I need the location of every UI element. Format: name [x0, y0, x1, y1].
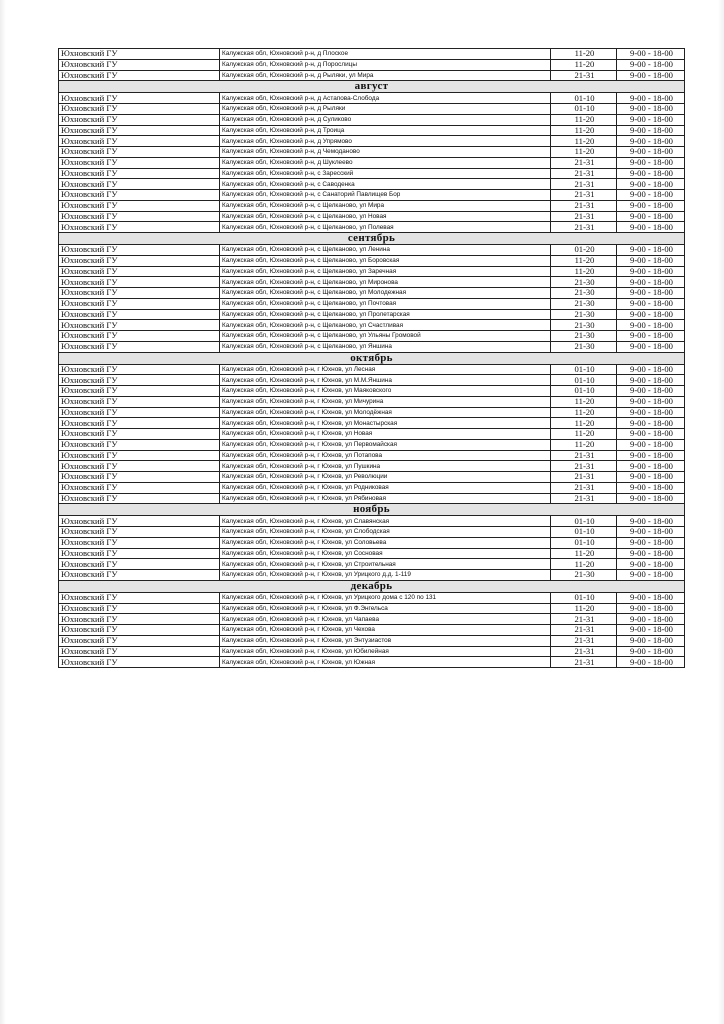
- table-row: [59, 49, 685, 60]
- address-cell: Калужская обл, Юхновский р-н, г Юхнов, ул Чапаева: [220, 614, 551, 625]
- hours-cell: 9-00 - 18-00: [617, 93, 685, 104]
- address-cell: Калужская обл, Юхновский р-н, д Рыляки, ул Мира: [220, 70, 551, 81]
- hours-cell: 9-00 - 18-00: [617, 429, 685, 440]
- days-cell: 11-20: [551, 125, 617, 136]
- table-row: [59, 59, 685, 70]
- days-cell: 21-31: [551, 625, 617, 636]
- org-cell: Юхновский ГУ: [59, 288, 220, 299]
- address-cell: Калужская обл, Юхновский р-н, д Троица: [220, 125, 551, 136]
- days-cell: 01-10: [551, 375, 617, 386]
- table-row: [59, 635, 685, 646]
- month-header: октябрь: [59, 352, 685, 364]
- table-row: [59, 104, 685, 115]
- address-cell: Калужская обл, Юхновский р-н, с Щелканово, ул Новая: [220, 211, 551, 222]
- days-cell: 21-31: [551, 635, 617, 646]
- days-cell: 21-31: [551, 461, 617, 472]
- days-cell: 01-10: [551, 364, 617, 375]
- table-row: [59, 657, 685, 668]
- org-cell: Юхновский ГУ: [59, 136, 220, 147]
- days-cell: 01-10: [551, 93, 617, 104]
- address-cell: Калужская обл, Юхновский р-н, д Шуклеево: [220, 157, 551, 168]
- days-cell: 11-20: [551, 255, 617, 266]
- hours-cell: 9-00 - 18-00: [617, 407, 685, 418]
- org-cell: Юхновский ГУ: [59, 364, 220, 375]
- address-cell: Калужская обл, Юхновский р-н, г Юхнов, ул Южная: [220, 657, 551, 668]
- table-row: [59, 341, 685, 352]
- table-row: [59, 450, 685, 461]
- hours-cell: 9-00 - 18-00: [617, 255, 685, 266]
- address-cell: Калужская обл, Юхновский р-н, г Юхнов, ул Лесная: [220, 364, 551, 375]
- days-cell: 11-20: [551, 396, 617, 407]
- hours-cell: 9-00 - 18-00: [617, 364, 685, 375]
- hours-cell: 9-00 - 18-00: [617, 70, 685, 81]
- days-cell: 11-20: [551, 114, 617, 125]
- month-header-row: [59, 504, 685, 516]
- hours-cell: 9-00 - 18-00: [617, 147, 685, 158]
- table-row: [59, 537, 685, 548]
- days-cell: 11-20: [551, 429, 617, 440]
- org-cell: Юхновский ГУ: [59, 70, 220, 81]
- hours-cell: 9-00 - 18-00: [617, 450, 685, 461]
- table-row: [59, 266, 685, 277]
- days-cell: 21-31: [551, 200, 617, 211]
- address-cell: Калужская обл, Юхновский р-н, с Щелканово, ул Мира: [220, 200, 551, 211]
- table-row: [59, 461, 685, 472]
- table-row: [59, 277, 685, 288]
- address-cell: Калужская обл, Юхновский р-н, г Юхнов, ул Молодёжная: [220, 407, 551, 418]
- org-cell: Юхновский ГУ: [59, 493, 220, 504]
- address-cell: Калужская обл, Юхновский р-н, г Юхнов, ул Чехова: [220, 625, 551, 636]
- table-row: [59, 200, 685, 211]
- org-cell: Юхновский ГУ: [59, 211, 220, 222]
- org-cell: Юхновский ГУ: [59, 190, 220, 201]
- days-cell: 21-30: [551, 288, 617, 299]
- hours-cell: 9-00 - 18-00: [617, 190, 685, 201]
- month-header-row: [59, 580, 685, 592]
- hours-cell: 9-00 - 18-00: [617, 516, 685, 527]
- month-header: декабрь: [59, 580, 685, 592]
- table-row: [59, 375, 685, 386]
- days-cell: 11-20: [551, 418, 617, 429]
- table-row: [59, 407, 685, 418]
- table-row: [59, 147, 685, 158]
- hours-cell: 9-00 - 18-00: [617, 331, 685, 342]
- address-cell: Калужская обл, Юхновский р-н, с Щелканово, ул Полевая: [220, 222, 551, 233]
- month-header-row: [59, 352, 685, 364]
- days-cell: 11-20: [551, 49, 617, 60]
- address-cell: Калужская обл, Юхновский р-н, г Юхнов, ул М.М.Яншина: [220, 375, 551, 386]
- address-cell: Калужская обл, Юхновский р-н, с Щелканово, ул Почтовая: [220, 298, 551, 309]
- days-cell: 01-10: [551, 516, 617, 527]
- days-cell: 11-20: [551, 59, 617, 70]
- days-cell: 21-31: [551, 179, 617, 190]
- hours-cell: 9-00 - 18-00: [617, 559, 685, 570]
- org-cell: Юхновский ГУ: [59, 93, 220, 104]
- days-cell: 11-20: [551, 136, 617, 147]
- hours-cell: 9-00 - 18-00: [617, 245, 685, 256]
- hours-cell: 9-00 - 18-00: [617, 461, 685, 472]
- table-row: [59, 386, 685, 397]
- org-cell: Юхновский ГУ: [59, 309, 220, 320]
- days-cell: 01-10: [551, 592, 617, 603]
- address-cell: Калужская обл, Юхновский р-н, с Щелканово, ул Молодежная: [220, 288, 551, 299]
- hours-cell: 9-00 - 18-00: [617, 570, 685, 581]
- hours-cell: 9-00 - 18-00: [617, 309, 685, 320]
- table-row: [59, 527, 685, 538]
- hours-cell: 9-00 - 18-00: [617, 396, 685, 407]
- address-cell: Калужская обл, Юхновский р-н, д Плоское: [220, 49, 551, 60]
- hours-cell: 9-00 - 18-00: [617, 157, 685, 168]
- days-cell: 01-10: [551, 537, 617, 548]
- days-cell: 21-31: [551, 190, 617, 201]
- hours-cell: 9-00 - 18-00: [617, 614, 685, 625]
- hours-cell: 9-00 - 18-00: [617, 168, 685, 179]
- days-cell: 11-20: [551, 147, 617, 158]
- hours-cell: 9-00 - 18-00: [617, 49, 685, 60]
- days-cell: 21-30: [551, 309, 617, 320]
- address-cell: Калужская обл, Юхновский р-н, г Юхнов, ул Мичурина: [220, 396, 551, 407]
- table-row: [59, 179, 685, 190]
- hours-cell: 9-00 - 18-00: [617, 635, 685, 646]
- org-cell: Юхновский ГУ: [59, 125, 220, 136]
- address-cell: Калужская обл, Юхновский р-н, г Юхнов, ул Первомайская: [220, 439, 551, 450]
- hours-cell: 9-00 - 18-00: [617, 125, 685, 136]
- hours-cell: 9-00 - 18-00: [617, 136, 685, 147]
- table-row: [59, 190, 685, 201]
- table-row: [59, 364, 685, 375]
- org-cell: Юхновский ГУ: [59, 625, 220, 636]
- org-cell: Юхновский ГУ: [59, 657, 220, 668]
- days-cell: 21-30: [551, 277, 617, 288]
- hours-cell: 9-00 - 18-00: [617, 200, 685, 211]
- month-header: сентябрь: [59, 233, 685, 245]
- hours-cell: 9-00 - 18-00: [617, 537, 685, 548]
- org-cell: Юхновский ГУ: [59, 482, 220, 493]
- org-cell: Юхновский ГУ: [59, 277, 220, 288]
- table-row: [59, 93, 685, 104]
- days-cell: 21-31: [551, 482, 617, 493]
- address-cell: Калужская обл, Юхновский р-н, с Санаторий Павлищев Бор: [220, 190, 551, 201]
- org-cell: Юхновский ГУ: [59, 548, 220, 559]
- days-cell: 21-31: [551, 450, 617, 461]
- org-cell: Юхновский ГУ: [59, 320, 220, 331]
- hours-cell: 9-00 - 18-00: [617, 266, 685, 277]
- table-row: [59, 516, 685, 527]
- table-row: [59, 603, 685, 614]
- address-cell: Калужская обл, Юхновский р-н, г Юхнов, ул Юбилейная: [220, 646, 551, 657]
- table-row: [59, 114, 685, 125]
- month-header-row: [59, 233, 685, 245]
- days-cell: 21-30: [551, 298, 617, 309]
- address-cell: Калужская обл, Юхновский р-н, д Суликово: [220, 114, 551, 125]
- hours-cell: 9-00 - 18-00: [617, 657, 685, 668]
- days-cell: 21-31: [551, 211, 617, 222]
- address-cell: Калужская обл, Юхновский р-н, г Юхнов, ул Революции: [220, 472, 551, 483]
- hours-cell: 9-00 - 18-00: [617, 211, 685, 222]
- address-cell: Калужская обл, Юхновский р-н, с Щелканово, ул Яншина: [220, 341, 551, 352]
- days-cell: 21-30: [551, 331, 617, 342]
- org-cell: Юхновский ГУ: [59, 450, 220, 461]
- days-cell: 21-31: [551, 168, 617, 179]
- days-cell: 21-31: [551, 70, 617, 81]
- days-cell: 21-30: [551, 320, 617, 331]
- table-row: [59, 570, 685, 581]
- address-cell: Калужская обл, Юхновский р-н, д Астапова-Слобода: [220, 93, 551, 104]
- days-cell: 21-31: [551, 614, 617, 625]
- address-cell: Калужская обл, Юхновский р-н, г Юхнов, ул Энтузиастов: [220, 635, 551, 646]
- org-cell: Юхновский ГУ: [59, 559, 220, 570]
- org-cell: Юхновский ГУ: [59, 570, 220, 581]
- table-row: [59, 168, 685, 179]
- table-row: [59, 255, 685, 266]
- hours-cell: 9-00 - 18-00: [617, 439, 685, 450]
- org-cell: Юхновский ГУ: [59, 147, 220, 158]
- hours-cell: 9-00 - 18-00: [617, 375, 685, 386]
- org-cell: Юхновский ГУ: [59, 614, 220, 625]
- address-cell: Калужская обл, Юхновский р-н, д Чемоданово: [220, 147, 551, 158]
- address-cell: Калужская обл, Юхновский р-н, г Юхнов, ул Строительная: [220, 559, 551, 570]
- days-cell: 11-20: [551, 548, 617, 559]
- days-cell: 01-10: [551, 527, 617, 538]
- table-row: [59, 136, 685, 147]
- table-row: [59, 493, 685, 504]
- days-cell: 21-30: [551, 341, 617, 352]
- org-cell: Юхновский ГУ: [59, 104, 220, 115]
- hours-cell: 9-00 - 18-00: [617, 548, 685, 559]
- org-cell: Юхновский ГУ: [59, 461, 220, 472]
- table-row: [59, 222, 685, 233]
- org-cell: Юхновский ГУ: [59, 59, 220, 70]
- address-cell: Калужская обл, Юхновский р-н, д Порослицы: [220, 59, 551, 70]
- table-row: [59, 625, 685, 636]
- days-cell: 21-30: [551, 570, 617, 581]
- hours-cell: 9-00 - 18-00: [617, 341, 685, 352]
- org-cell: Юхновский ГУ: [59, 298, 220, 309]
- table-row: [59, 472, 685, 483]
- org-cell: Юхновский ГУ: [59, 603, 220, 614]
- days-cell: 21-31: [551, 472, 617, 483]
- hours-cell: 9-00 - 18-00: [617, 277, 685, 288]
- org-cell: Юхновский ГУ: [59, 646, 220, 657]
- hours-cell: 9-00 - 18-00: [617, 179, 685, 190]
- table-row: [59, 548, 685, 559]
- days-cell: 21-31: [551, 493, 617, 504]
- table-row: [59, 418, 685, 429]
- hours-cell: 9-00 - 18-00: [617, 320, 685, 331]
- table-row: [59, 157, 685, 168]
- hours-cell: 9-00 - 18-00: [617, 418, 685, 429]
- address-cell: Калужская обл, Юхновский р-н, с Щелканово, ул Боровская: [220, 255, 551, 266]
- org-cell: Юхновский ГУ: [59, 635, 220, 646]
- hours-cell: 9-00 - 18-00: [617, 625, 685, 636]
- org-cell: Юхновский ГУ: [59, 439, 220, 450]
- hours-cell: 9-00 - 18-00: [617, 222, 685, 233]
- address-cell: Калужская обл, Юхновский р-н, д Упрямово: [220, 136, 551, 147]
- hours-cell: 9-00 - 18-00: [617, 472, 685, 483]
- address-cell: Калужская обл, Юхновский р-н, с Саводенка: [220, 179, 551, 190]
- address-cell: Калужская обл, Юхновский р-н, г Юхнов, ул Ф.Энгельса: [220, 603, 551, 614]
- hours-cell: 9-00 - 18-00: [617, 646, 685, 657]
- days-cell: 21-31: [551, 222, 617, 233]
- org-cell: Юхновский ГУ: [59, 114, 220, 125]
- org-cell: Юхновский ГУ: [59, 527, 220, 538]
- address-cell: Калужская обл, Юхновский р-н, г Юхнов, ул Родниковая: [220, 482, 551, 493]
- org-cell: Юхновский ГУ: [59, 386, 220, 397]
- address-cell: Калужская обл, Юхновский р-н, с Щелканово, ул Счастливая: [220, 320, 551, 331]
- org-cell: Юхновский ГУ: [59, 331, 220, 342]
- address-cell: Калужская обл, Юхновский р-н, г Юхнов, ул Славянская: [220, 516, 551, 527]
- address-cell: Калужская обл, Юхновский р-н, г Юхнов, ул Сосновая: [220, 548, 551, 559]
- org-cell: Юхновский ГУ: [59, 592, 220, 603]
- table-row: [59, 396, 685, 407]
- days-cell: 01-10: [551, 386, 617, 397]
- address-cell: Калужская обл, Юхновский р-н, г Юхнов, ул Монастырская: [220, 418, 551, 429]
- org-cell: Юхновский ГУ: [59, 407, 220, 418]
- days-cell: 21-31: [551, 646, 617, 657]
- address-cell: Калужская обл, Юхновский р-н, г Юхнов, ул Урицкого д.д. 1-119: [220, 570, 551, 581]
- table-row: [59, 70, 685, 81]
- table-row: [59, 298, 685, 309]
- month-header: август: [59, 81, 685, 93]
- days-cell: 21-31: [551, 157, 617, 168]
- org-cell: Юхновский ГУ: [59, 179, 220, 190]
- table-row: [59, 482, 685, 493]
- address-cell: Калужская обл, Юхновский р-н, г Юхнов, ул Маяковского: [220, 386, 551, 397]
- table-row: [59, 439, 685, 450]
- org-cell: Юхновский ГУ: [59, 472, 220, 483]
- address-cell: Калужская обл, Юхновский р-н, с Щелканово, ул Ульяны Громовой: [220, 331, 551, 342]
- address-cell: Калужская обл, Юхновский р-н, г Юхнов, ул Соловьева: [220, 537, 551, 548]
- table-row: [59, 288, 685, 299]
- address-cell: Калужская обл, Юхновский р-н, г Юхнов, ул Рябиновая: [220, 493, 551, 504]
- org-cell: Юхновский ГУ: [59, 418, 220, 429]
- address-cell: Калужская обл, Юхновский р-н, д Рыляки: [220, 104, 551, 115]
- org-cell: Юхновский ГУ: [59, 255, 220, 266]
- table-row: [59, 592, 685, 603]
- org-cell: Юхновский ГУ: [59, 537, 220, 548]
- address-cell: Калужская обл, Юхновский р-н, с Щелканово, ул Пролетарская: [220, 309, 551, 320]
- days-cell: 11-20: [551, 266, 617, 277]
- address-cell: Калужская обл, Юхновский р-н, г Юхнов, ул Урицкого дома с 120 по 131: [220, 592, 551, 603]
- table-row: [59, 309, 685, 320]
- table-row: [59, 331, 685, 342]
- schedule-body: [59, 49, 685, 668]
- org-cell: Юхновский ГУ: [59, 222, 220, 233]
- hours-cell: 9-00 - 18-00: [617, 603, 685, 614]
- month-header-row: [59, 81, 685, 93]
- hours-cell: 9-00 - 18-00: [617, 592, 685, 603]
- table-row: [59, 125, 685, 136]
- hours-cell: 9-00 - 18-00: [617, 104, 685, 115]
- address-cell: Калужская обл, Юхновский р-н, с Щелканово, ул Ленина: [220, 245, 551, 256]
- address-cell: Калужская обл, Юхновский р-н, с Щелканово, ул Миронова: [220, 277, 551, 288]
- days-cell: 11-20: [551, 603, 617, 614]
- org-cell: Юхновский ГУ: [59, 168, 220, 179]
- org-cell: Юхновский ГУ: [59, 157, 220, 168]
- table-row: [59, 211, 685, 222]
- table-row: [59, 320, 685, 331]
- hours-cell: 9-00 - 18-00: [617, 298, 685, 309]
- hours-cell: 9-00 - 18-00: [617, 114, 685, 125]
- org-cell: Юхновский ГУ: [59, 341, 220, 352]
- days-cell: 21-31: [551, 657, 617, 668]
- hours-cell: 9-00 - 18-00: [617, 59, 685, 70]
- days-cell: 01-20: [551, 245, 617, 256]
- days-cell: 01-10: [551, 104, 617, 115]
- org-cell: Юхновский ГУ: [59, 396, 220, 407]
- address-cell: Калужская обл, Юхновский р-н, г Юхнов, ул Потапова: [220, 450, 551, 461]
- org-cell: Юхновский ГУ: [59, 375, 220, 386]
- org-cell: Юхновский ГУ: [59, 266, 220, 277]
- org-cell: Юхновский ГУ: [59, 429, 220, 440]
- hours-cell: 9-00 - 18-00: [617, 527, 685, 538]
- table-row: [59, 559, 685, 570]
- days-cell: 11-20: [551, 439, 617, 450]
- address-cell: Калужская обл, Юхновский р-н, с Щелканово, ул Заречная: [220, 266, 551, 277]
- days-cell: 11-20: [551, 559, 617, 570]
- table-row: [59, 646, 685, 657]
- hours-cell: 9-00 - 18-00: [617, 493, 685, 504]
- org-cell: Юхновский ГУ: [59, 200, 220, 211]
- table-row: [59, 429, 685, 440]
- org-cell: Юхновский ГУ: [59, 49, 220, 60]
- table-row: [59, 245, 685, 256]
- address-cell: Калужская обл, Юхновский р-н, г Юхнов, ул Слободская: [220, 527, 551, 538]
- address-cell: Калужская обл, Юхновский р-н, г Юхнов, ул Пушкина: [220, 461, 551, 472]
- org-cell: Юхновский ГУ: [59, 516, 220, 527]
- hours-cell: 9-00 - 18-00: [617, 288, 685, 299]
- org-cell: Юхновский ГУ: [59, 245, 220, 256]
- hours-cell: 9-00 - 18-00: [617, 386, 685, 397]
- schedule-table: [58, 48, 685, 668]
- days-cell: 11-20: [551, 407, 617, 418]
- table-row: [59, 614, 685, 625]
- address-cell: Калужская обл, Юхновский р-н, г Юхнов, ул Новая: [220, 429, 551, 440]
- month-header: ноябрь: [59, 504, 685, 516]
- hours-cell: 9-00 - 18-00: [617, 482, 685, 493]
- address-cell: Калужская обл, Юхновский р-н, с Заресский: [220, 168, 551, 179]
